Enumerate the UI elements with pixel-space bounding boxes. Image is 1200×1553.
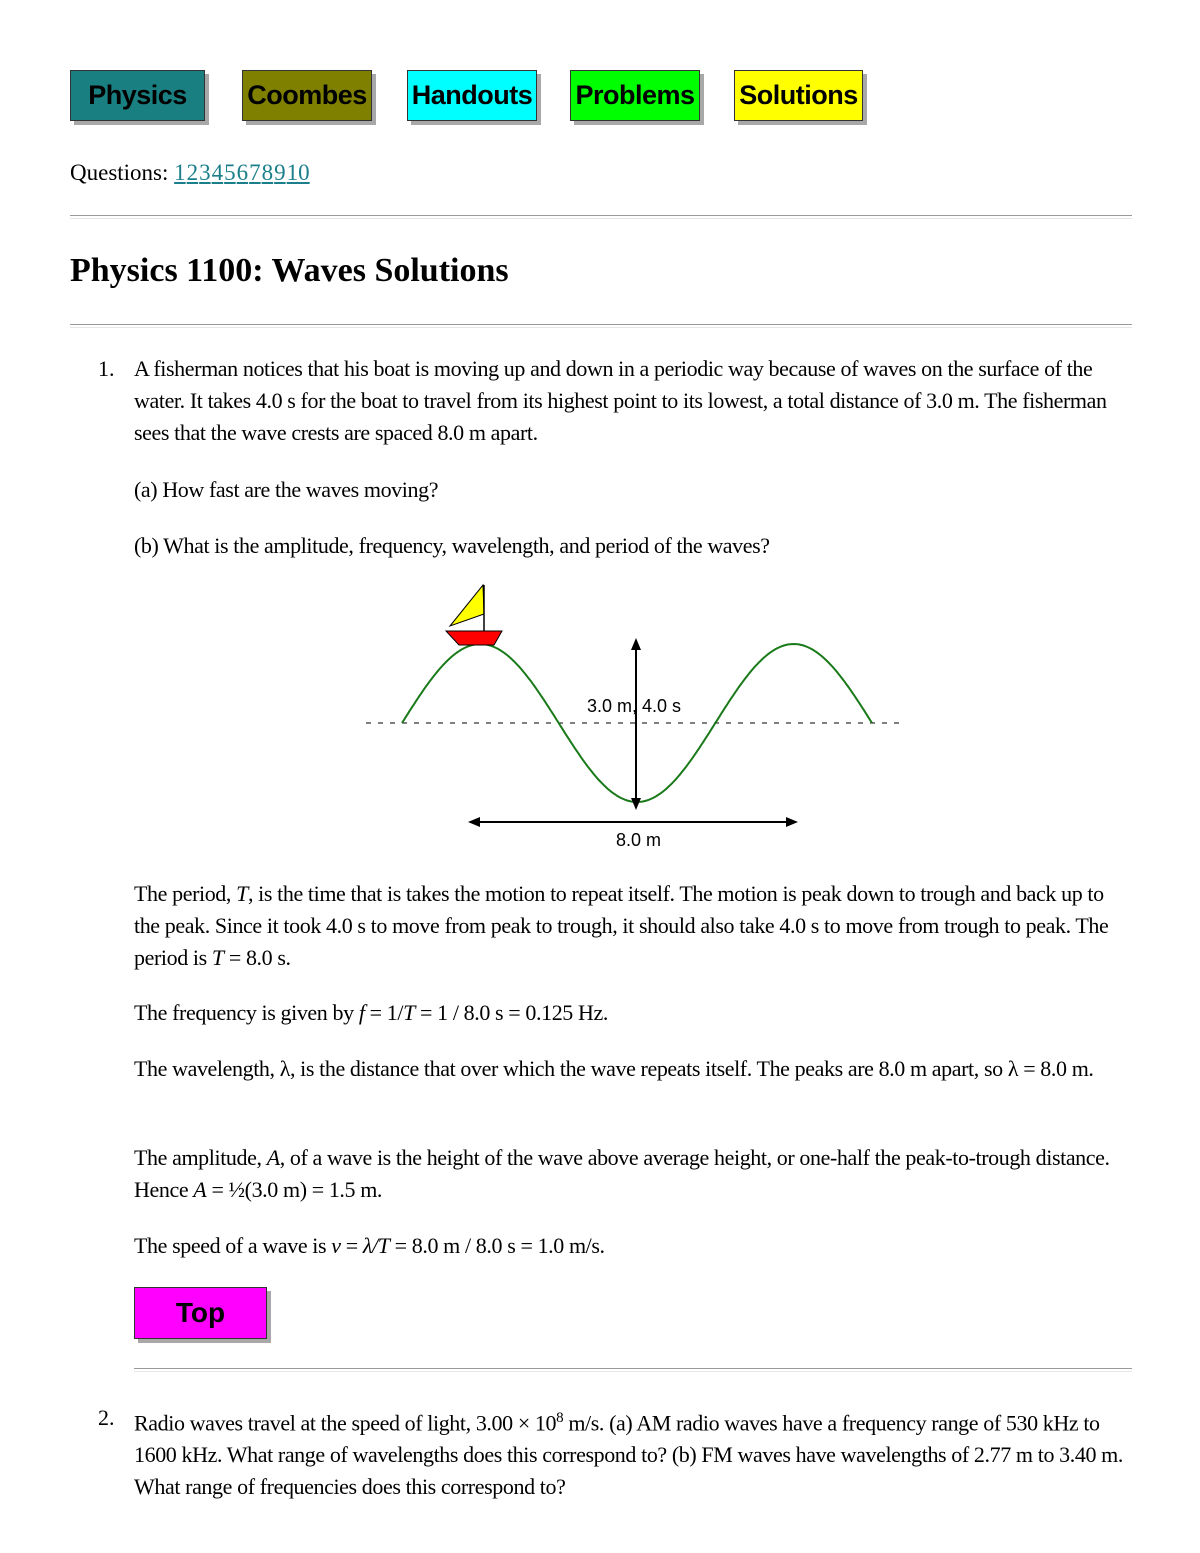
question-2-text-1: Radio waves travel at the speed of light, 3.00 × 10 [134,1410,557,1436]
question-link-7[interactable]: 7 [249,160,261,185]
frequency-symbol: f [358,1000,365,1025]
solution-period-text-2: , is the time that is takes the motion to repeat itself. The motion is peak down to trough and back up to the peak. Since it took 4.0 s to move from peak to trough, it should also take 4.0 s to move from trough to peak. The period is [134,881,1109,970]
solution-period-text-3: = 8.0 s. [223,945,291,970]
question-link-4[interactable]: 4 [211,160,224,185]
solution-wavelength: The wavelength, λ, is the distance that over which the wave repeats itself. The peaks are 8.0 m apart, so λ = 8.0 m. [134,1056,1094,1081]
amplitude-symbol-2: A [193,1177,207,1202]
nav-handouts-button[interactable]: Handouts [407,70,537,121]
boat-icon [446,585,502,645]
solution-amplitude-text-3: = ½(3.0 m) = 1.5 m. [206,1177,383,1202]
solution-speed-text-3: = 8.0 m / 8.0 s = 1.0 m/s. [389,1233,605,1258]
question-1-number: 1. [98,356,115,381]
solution-frequency-text: The frequency is given by [134,1000,359,1025]
divider-title [70,324,1132,328]
wavelength-arrow [468,817,798,827]
solution-frequency-text-3: = 1 / 8.0 s = 0.125 Hz. [414,1000,608,1025]
solution-period [134,878,1134,974]
question-link-9[interactable]: 9 [274,160,286,185]
question-link-1[interactable]: 1 [174,160,186,185]
question-2-number: 2. [98,1405,115,1430]
period-symbol: T [236,881,248,906]
question-2-text [134,1402,1134,1503]
nav-coombes-button[interactable]: Coombes [242,70,372,121]
solution-frequency-text-2: = 1/ [364,1000,404,1025]
period-symbol-2: T [211,945,224,970]
divider-q2 [134,1368,1132,1372]
amplitude-label: 3.0 m, 4.0 s [587,696,682,716]
questions-label: Questions: [70,160,169,185]
question-1-part-b: (b) What is the amplitude, frequency, wavelength, and period of the waves? [134,533,770,558]
question-1-part-a: (a) How fast are the waves moving? [134,477,439,502]
divider-top [70,215,1132,219]
solution-speed-text-2: = [340,1233,363,1258]
nav-solutions-button[interactable]: Solutions [734,70,863,121]
question-link-5[interactable]: 5 [224,160,236,185]
solution-amplitude [134,1142,1134,1206]
amplitude-symbol: A [266,1145,280,1170]
questions-nav [70,160,311,186]
wavelength-label: 8.0 m [616,830,662,850]
nav-bar [70,70,870,128]
amplitude-arrow [631,638,641,810]
speed-symbol: v [331,1233,341,1258]
period-symbol-3: T [403,1000,415,1025]
lambda-over-t-symbol: λ/T [362,1233,390,1258]
exponent: 8 [556,1410,564,1426]
solution-amplitude-text: The amplitude, [134,1145,267,1170]
question-2-text-2: m/s. (a) AM radio waves have a frequency range of 530 kHz to 1600 kHz. What range of wavelengths does this correspond to? (b) FM waves have wavelengths of 2.77 m to 3.40 m. What range of frequencies does this correspond to? [134,1410,1123,1500]
question-1-text: A fisherman notices that his boat is moving up and down in a periodic way because of waves on the surface of the water. It takes 4.0 s for the boat to travel from its highest point to its lowest, a total distance of 3.0 m. The fisherman sees that the wave crests are spaced 8.0 m apart. [134,356,1107,445]
question-link-8[interactable]: 8 [261,160,274,185]
question-link-10[interactable]: 10 [286,160,310,185]
page-title: Physics 1100: Waves Solutions [70,252,509,289]
nav-physics-button[interactable]: Physics [70,70,205,121]
nav-problems-button[interactable]: Problems [570,70,700,121]
wave-diagram [360,580,910,855]
question-link-3[interactable]: 3 [199,160,211,185]
solution-frequency [134,997,1134,1029]
question-link-2[interactable]: 2 [186,160,199,185]
question-link-6[interactable]: 6 [236,160,249,185]
solution-period-text: The period, [134,881,237,906]
top-button[interactable]: Top [134,1287,267,1339]
solution-speed-text: The speed of a wave is [134,1233,332,1258]
solution-amplitude-text-2: , of a wave is the height of the wave above average height, or one-half the peak-to-trough distance. Hence [134,1145,1110,1202]
solution-speed [134,1230,1134,1262]
